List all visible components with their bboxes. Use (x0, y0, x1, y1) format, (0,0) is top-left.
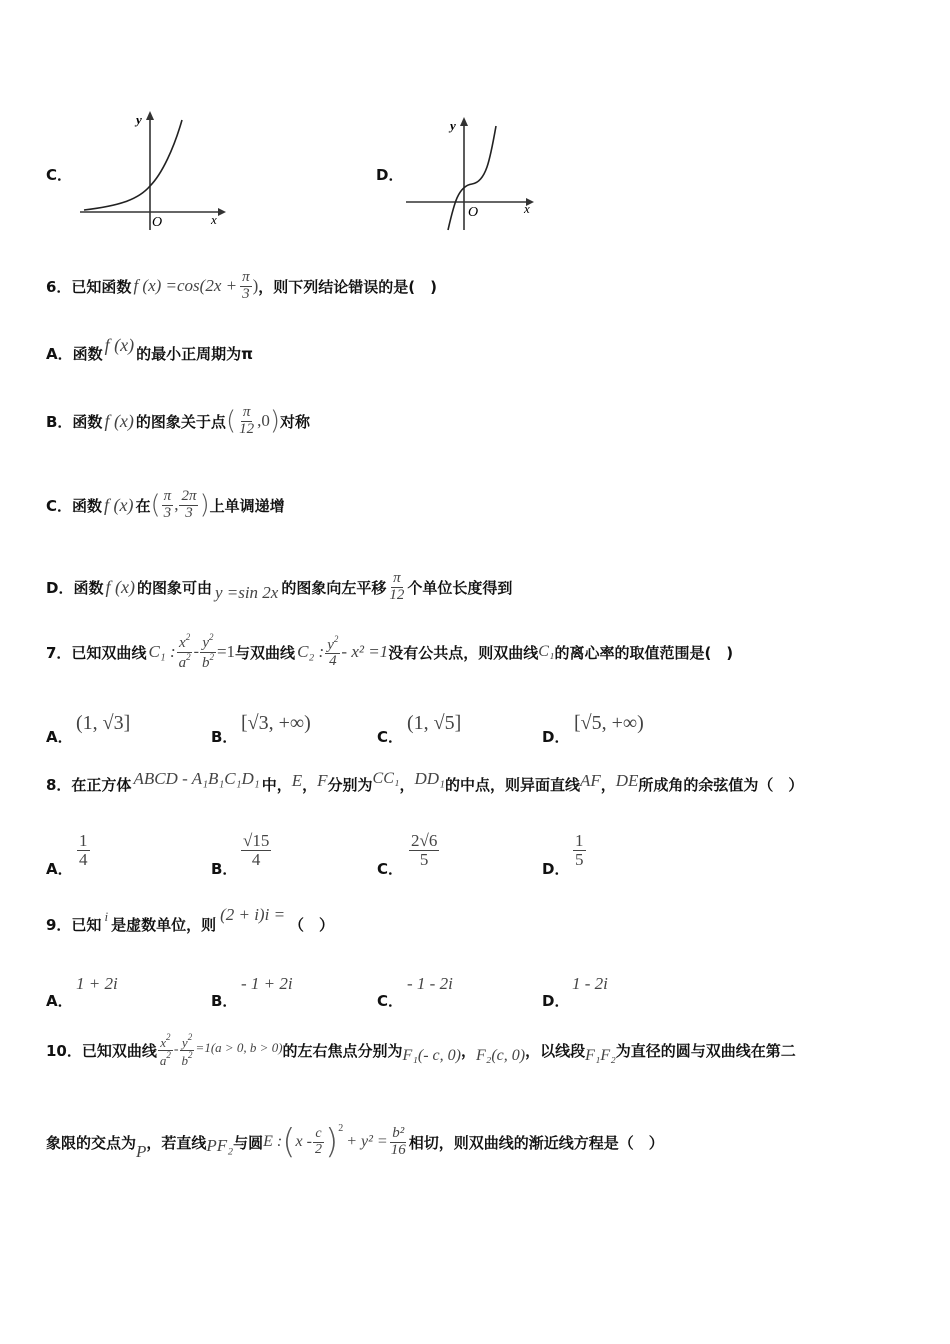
q8-option-a[interactable]: A． (46, 860, 73, 878)
q7-option-a[interactable]: A． (46, 728, 73, 746)
q7-option-d[interactable]: D． (542, 728, 570, 746)
q8-option-c[interactable]: C． (377, 860, 404, 878)
q7-option-b-expr: [√3, +∞) (241, 712, 311, 734)
q6-function-frac: $\frac{\pi}{3}$ (242, 269, 250, 302)
q6-option-c[interactable]: C．函数 f (x) 在 ( $\frac{\pi}{3}$ , $\frac{2\pi}{3}$ ) 上单调递增 (46, 488, 285, 521)
q8-stem: 8．在正方体 ABCD - A₁B₁C₁D₁ 中， E ， F 分别为 CC₁ ， DD₁ 的中点，则异面直线 AF ， DE 所成角的余弦值为（ ） (46, 768, 804, 794)
option-d-label: D． (376, 166, 404, 184)
q6-stem: 6．已知函数 f (x) =cos(2x + $\frac{\pi}{3}$ ) ，则下列结论错误的是( ) (46, 269, 438, 302)
q6-tail: ，则下列结论错误的是( ) (258, 277, 438, 296)
y-axis-label: y (450, 118, 456, 133)
q6-number: 6．已知函数 (46, 277, 132, 296)
q8-option-b[interactable]: B． (211, 860, 238, 878)
y-axis-arrow (460, 117, 468, 126)
q6-function: f (x) =cos(2x + (133, 276, 238, 296)
option-c-label: C． (46, 166, 73, 184)
q8-options: A． $\frac{1}{4}$ B． $\frac{√15}{4}$ C． $\frac{2√6}{5}$ D． $\frac{1}{5}$ (46, 831, 584, 878)
q6-option-d[interactable]: D．函数 f (x) 的图象可由 y =sin 2x 的图象向左平移 $\frac{\pi}{12}$ 个单位长度得到 (46, 570, 513, 603)
q10-stem-line1: 10．已知双曲线 $\frac{x^2}{a^2}$ - $\frac{y^2}{b^2}$ =1(a > 0, b > 0) 的左右焦点分别为 F₁(- c, 0) ， F₂(c, 0) ，以线段 F₁F₂ 为直径的圆与双曲线在第二 (46, 1032, 796, 1068)
q6-option-a[interactable]: A．函数 f (x) 的最小正周期为π (46, 335, 253, 363)
y-axis-arrow (146, 111, 154, 120)
y-axis-label: y (136, 112, 142, 127)
q9-stem: 9．已知 i 是虚数单位，则 (2 + i)i = （ ） (46, 904, 335, 934)
q8-option-d[interactable]: D． (542, 860, 570, 878)
q7-stem: 7．已知双曲线 C₁ : $\frac{x^2}{a^2}$ - $\frac{y^2}{b^2}$ =1 与双曲线 C₂ : $\frac{y^2}{4}$ - x² =1 没有公共点，则双曲线 C₁ 的离心率的取值范围是( ) (46, 632, 734, 671)
x-axis-label: x (524, 201, 530, 216)
graph-d (402, 112, 542, 232)
q9-option-b[interactable]: B． (211, 992, 238, 1010)
q10-stem-line2: 象限的交点为 P ，若直线 PF₂ 与圆 E : ( x - $\frac{c}{2}$ ) 2 + y² = $\frac{\text{b²}}{16}$ 相切，则双曲线的渐近线方程是（ ） (46, 1122, 664, 1162)
q7-option-a-expr: (1, √3] (76, 712, 131, 734)
exp-curve (84, 120, 182, 210)
q6-option-b[interactable]: B．函数 f (x) 的图象关于点 ( $\frac{\pi}{12}$ ,0 ) 对称 (46, 404, 311, 437)
q7-options (46, 712, 746, 752)
q7-option-c-expr: (1, √5] (407, 712, 462, 734)
q7-option-b[interactable]: B． (211, 728, 238, 746)
q7-option-c[interactable]: C． (377, 728, 404, 746)
origin-label: O (152, 215, 163, 230)
q9-options: A． 1 + 2i B． - 1 + 2i C． - 1 - 2i D． 1 - 2i (46, 974, 608, 1010)
origin-label: O (468, 205, 479, 220)
q9-option-c[interactable]: C． (377, 992, 404, 1010)
x-axis-arrow (218, 208, 226, 216)
q7-option-d-expr: [√5, +∞) (574, 712, 644, 734)
x-axis-label: x (211, 212, 217, 227)
graph-c (78, 108, 228, 233)
q9-option-a[interactable]: A． (46, 992, 73, 1010)
q9-option-d[interactable]: D． (542, 992, 570, 1010)
